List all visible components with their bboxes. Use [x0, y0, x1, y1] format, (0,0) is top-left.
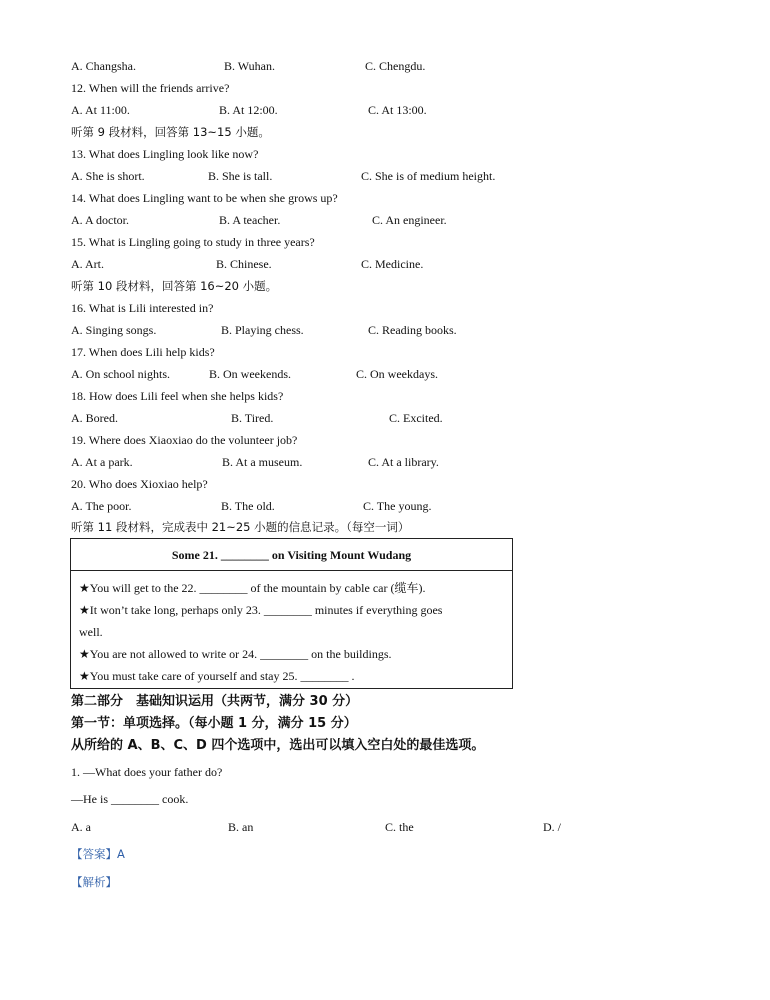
option-b: B. an — [228, 820, 254, 834]
option-a: A. Bored. — [71, 411, 118, 425]
option-c: C. She is of medium height. — [361, 169, 496, 183]
instruction-text: 从所给的 A、B、C、D 四个选项中，选出可以填入空白处的最佳选项。 — [71, 738, 485, 753]
option-c: C. Reading books. — [368, 323, 457, 337]
part2-heading: 第二部分 基础知识运用（共两节，满分 30 分） — [71, 694, 359, 709]
option-a: A. The poor. — [71, 499, 132, 513]
option-c: C. An engineer. — [372, 213, 447, 227]
option-c: C. At a library. — [368, 455, 439, 469]
options-row — [71, 59, 591, 73]
option-a: A. Singing songs. — [71, 323, 157, 337]
option-a: A. On school nights. — [71, 367, 170, 381]
options-row — [71, 323, 591, 337]
table-row: ★It won’t take long, perhaps only 23. ________ minutes if everything goes — [79, 603, 443, 617]
question-text: 13. What does Lingling look like now? — [71, 147, 259, 161]
section-instruction: 听第 10 段材料，回答第 16~20 小题。 — [71, 279, 278, 293]
question-text: 14. What does Lingling want to be when she grows up? — [71, 191, 338, 205]
option-b: B. Wuhan. — [224, 59, 275, 73]
question-text: 20. Who does Xioxiao help? — [71, 477, 208, 491]
option-c: C. On weekdays. — [356, 367, 438, 381]
section-instruction: 听第 9 段材料，回答第 13~15 小题。 — [71, 125, 270, 139]
option-c: C. Medicine. — [361, 257, 424, 271]
option-b: B. The old. — [221, 499, 275, 513]
table-row: well. — [79, 625, 103, 639]
option-b: B. Chinese. — [216, 257, 272, 271]
option-a: A. a — [71, 820, 91, 834]
options-row — [71, 257, 591, 271]
option-a: A. A doctor. — [71, 213, 130, 227]
table-row: ★You will get to the 22. ________ of the mountain by cable car (缆车). — [79, 581, 426, 595]
option-a: A. At a park. — [71, 455, 133, 469]
option-d: D. / — [543, 820, 561, 834]
options-row — [71, 411, 591, 425]
options-row — [71, 213, 591, 227]
question-1-options — [71, 820, 591, 834]
option-c: C. The young. — [363, 499, 432, 513]
options-row — [71, 367, 591, 381]
question-text: 18. How does Lili feel when she helps kids? — [71, 389, 284, 403]
options-row — [71, 499, 591, 513]
option-b: B. Playing chess. — [221, 323, 304, 337]
analysis-label: 【解析】 — [71, 875, 117, 889]
option-a: A. Art. — [71, 257, 104, 271]
question-text: 16. What is Lili interested in? — [71, 301, 214, 315]
table-title: Some 21. ________ on Visiting Mount Wudang — [71, 539, 512, 571]
info-table — [70, 538, 513, 689]
options-row — [71, 169, 591, 183]
option-b: B. On weekends. — [209, 367, 291, 381]
section-instruction: 听第 11 段材料，完成表中 21~25 小题的信息记录。（每空一词） — [71, 520, 410, 534]
question-text: 12. When will the friends arrive? — [71, 81, 230, 95]
table-row: ★You are not allowed to write or 24. ________ on the buildings. — [79, 647, 392, 661]
answer-label: 【答案】A — [71, 847, 125, 861]
option-b: B. At 12:00. — [219, 103, 278, 117]
table-row: ★You must take care of yourself and stay 25. ________ . — [79, 669, 355, 683]
option-a: A. Changsha. — [71, 59, 136, 73]
question-text: 15. What is Lingling going to study in three years? — [71, 235, 315, 249]
option-b: B. Tired. — [231, 411, 274, 425]
option-c: C. Excited. — [389, 411, 443, 425]
question-text: 17. When does Lili help kids? — [71, 345, 215, 359]
option-c: C. At 13:00. — [368, 103, 427, 117]
options-row — [71, 455, 591, 469]
question-text: 19. Where does Xiaoxiao do the volunteer job? — [71, 433, 298, 447]
option-b: B. At a museum. — [222, 455, 303, 469]
section1-heading: 第一节：单项选择。（每小题 1 分，满分 15 分） — [71, 716, 357, 731]
option-a: A. At 11:00. — [71, 103, 130, 117]
option-b: B. She is tall. — [208, 169, 273, 183]
option-c: C. the — [385, 820, 414, 834]
question-1-reply: —He is ________ cook. — [71, 792, 189, 806]
options-row — [71, 103, 591, 117]
option-a: A. She is short. — [71, 169, 145, 183]
option-c: C. Chengdu. — [365, 59, 426, 73]
question-1-stem: 1. —What does your father do? — [71, 765, 223, 779]
option-b: B. A teacher. — [219, 213, 281, 227]
